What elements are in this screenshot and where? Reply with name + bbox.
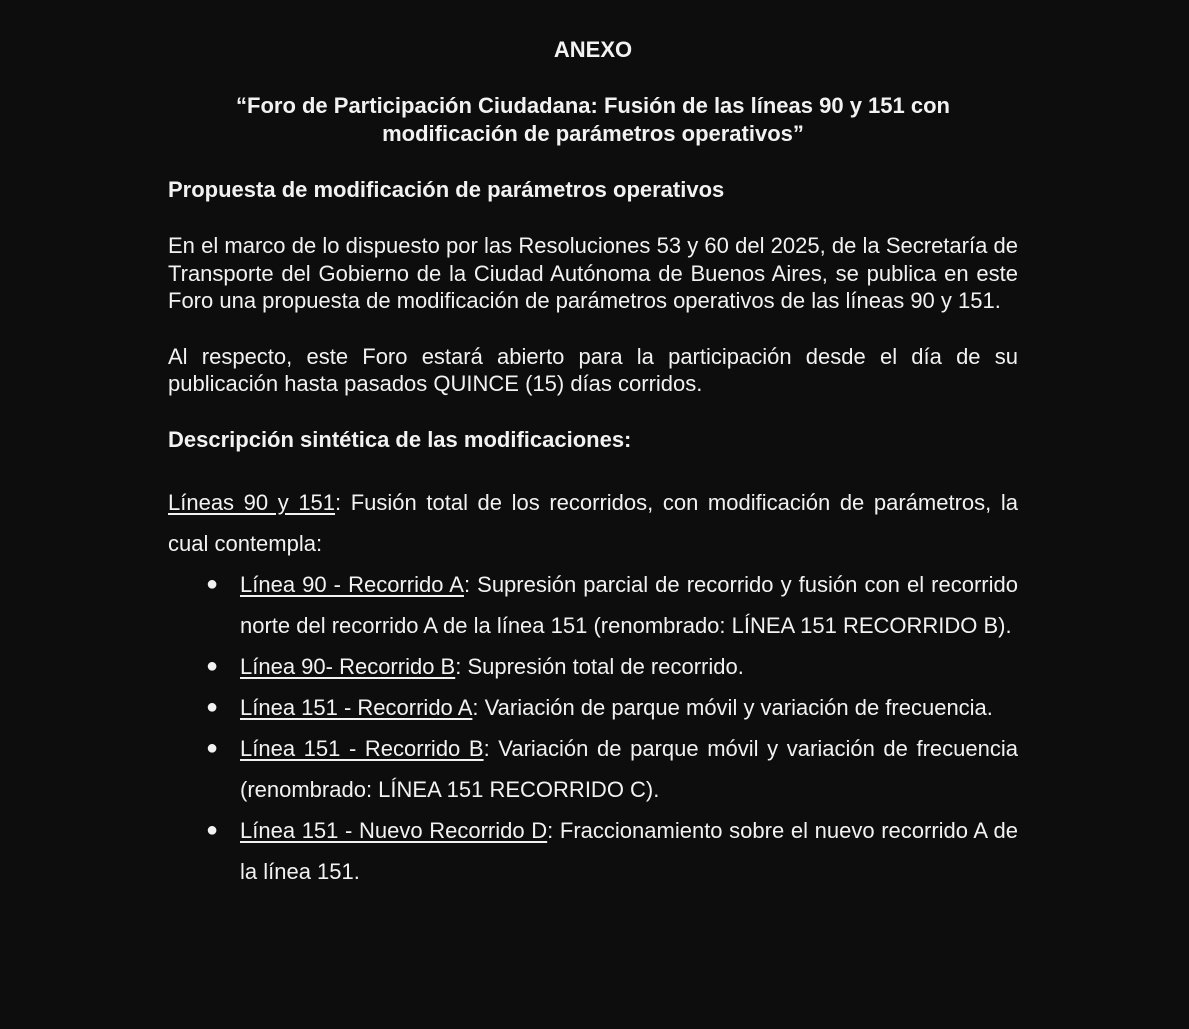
forum-title xyxy=(168,92,1018,148)
item-text: : Variación de parque móvil y variación de frecuencia (renombrado: LÍNEA 151 RECORRIDO C). xyxy=(240,735,1018,802)
bullet-icon: ● xyxy=(206,736,219,759)
paragraph-resolutions: En el marco de lo dispuesto por las Resoluciones 53 y 60 del 2025, de la Secretaría de Transporte del Gobierno de la Ciudad Autónoma de Buenos Aires, se publica en este Foro una propuesta de modificación de parámetros operativos de las líneas 90 y 151. xyxy=(168,233,1018,313)
item-label: Línea 90 - Recorrido A xyxy=(240,571,464,597)
bullet-icon: ● xyxy=(206,695,219,718)
item-label: Línea 90- Recorrido B xyxy=(240,653,456,679)
intro-label: Líneas 90 y 151 xyxy=(168,489,336,515)
annex-title: ANEXO xyxy=(553,37,633,62)
forum-title-line-2: modificación de parámetros operativos” xyxy=(382,121,804,146)
list-item xyxy=(168,728,1018,810)
proposal-heading: Propuesta de modificación de parámetros operativos xyxy=(168,177,725,202)
intro-paragraph xyxy=(168,482,1018,564)
item-text: : Supresión parcial de recorrido y fusión con el recorrido norte del recorrido A de la línea 151 (renombrado: LÍNEA 151 RECORRIDO B). xyxy=(240,571,1018,638)
list-item xyxy=(168,810,1018,892)
paragraph-forum-period: Al respecto, este Foro estará abierto para la participación desde el día de su publicación hasta pasados QUINCE (15) días corridos. xyxy=(168,343,1018,396)
list-item xyxy=(168,646,1018,687)
forum-title-line-1: “Foro de Participación Ciudadana: Fusión de las líneas 90 y 151 con xyxy=(236,93,950,118)
item-label: Línea 151 - Recorrido A xyxy=(240,694,473,720)
bullet-icon: ● xyxy=(206,572,219,595)
document-page xyxy=(168,36,1018,892)
summary-heading: Descripción sintética de las modificaciones: xyxy=(168,426,632,452)
item-text: : Fraccionamiento sobre el nuevo recorrido A de la línea 151. xyxy=(240,817,1019,884)
item-text: : Supresión total de recorrido. xyxy=(455,653,744,679)
modifications-list xyxy=(168,564,1018,892)
item-label: Línea 151 - Recorrido B xyxy=(240,735,484,761)
bullet-icon: ● xyxy=(206,654,219,677)
bullet-icon: ● xyxy=(206,818,219,841)
item-label: Línea 151 - Nuevo Recorrido D xyxy=(240,817,548,843)
intro-text: : Fusión total de los recorridos, con modificación de parámetros, la cual contempla: xyxy=(168,489,1018,556)
list-item xyxy=(168,564,1018,646)
list-item xyxy=(168,687,1018,728)
item-text: : Variación de parque móvil y variación de frecuencia. xyxy=(472,694,993,720)
